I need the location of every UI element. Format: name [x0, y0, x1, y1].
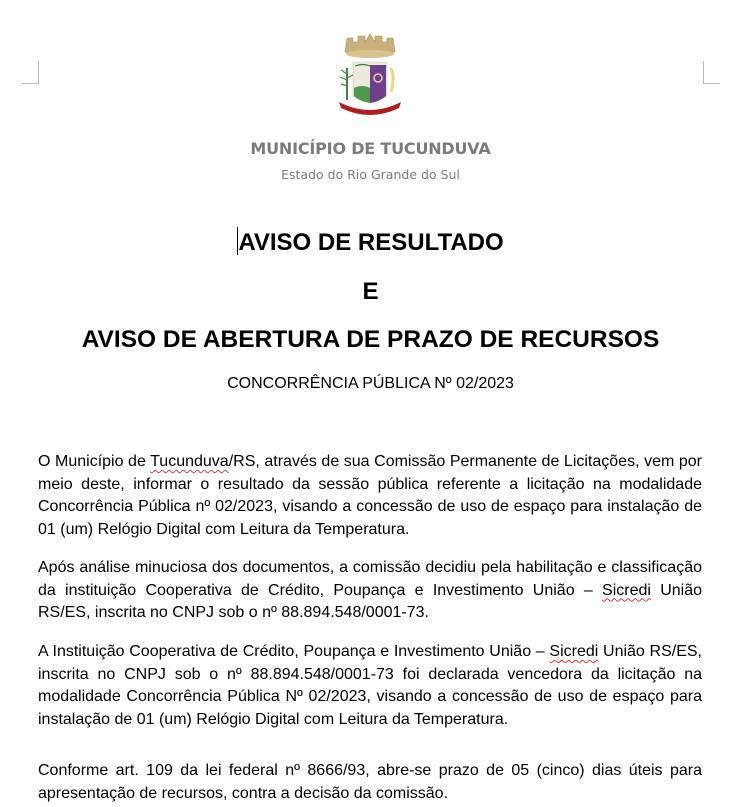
title-text: AVISO DE RESULTADO: [238, 229, 504, 256]
title-aviso-resultado[interactable]: [0, 227, 741, 257]
text-run: Após análise minuciosa dos documentos, a comissão decidiu pela habilitação e classificação da instituição Cooperativa de Crédito, Poupança e Investimento União –: [38, 559, 702, 599]
spellcheck-flagged-word[interactable]: Tucunduva: [150, 453, 229, 470]
title-conjunction: E: [362, 278, 379, 305]
paragraph-winner: [38, 641, 702, 731]
text-run: O Município de: [38, 453, 151, 470]
spellcheck-flagged-word[interactable]: Sicredi: [549, 643, 599, 660]
text-run: União RS/ES, inscrita no CNPJ sob o nº 88.894.548/0001-73 foi declarada vencedora da licitação na modalidade Concorrência Pública Nº 02/2023, visando a concessão de uso de espaço para instalação de 01 (um) Relógio Digital com Leitura da Temperatura.: [38, 643, 702, 728]
municipality-name: MUNICÍPIO DE TUCUNDUVA: [250, 139, 491, 158]
spellcheck-flagged-word[interactable]: Sicredi: [602, 581, 651, 599]
text-run: A Instituição Cooperativa de Crédito, Poupança e Investimento União –: [38, 643, 550, 660]
paragraph-appeal-period: Conforme art. 109 da lei federal nº 8666/93, abre-se prazo de 05 (cinco) dias úteis para apresentação de recursos, contra a decisão da comissão.: [38, 762, 702, 802]
paragraph-intro: [38, 451, 702, 541]
title-aviso-abertura-prazo: AVISO DE ABERTURA DE PRAZO DE RECURSOS: [81, 326, 660, 353]
coat-of-arms-logo: [325, 30, 415, 118]
paragraph-analysis: [38, 557, 702, 625]
page-corner-mark-top-left: [22, 61, 39, 84]
state-name: Estado do Rio Grande do Sul: [281, 167, 460, 182]
text-run: União RS/ES, inscrita no CNPJ sob o nº 88.894.548/0001-73.: [38, 581, 703, 621]
page-corner-mark-top-right: [703, 61, 720, 84]
text-run: /RS, através de sua Comissão Permanente de Licitações, vem por meio deste, informar o resultado da sessão pública referente a licitação na modalidade Concorrência Pública nº 02/2023, visando a concessão de uso de espaço para instalação de 01 (um) Relógio Digital com Leitura da Temperatura.: [38, 453, 702, 538]
subtitle-concorrencia: CONCORRÊNCIA PÚBLICA Nº 02/2023: [227, 375, 514, 392]
